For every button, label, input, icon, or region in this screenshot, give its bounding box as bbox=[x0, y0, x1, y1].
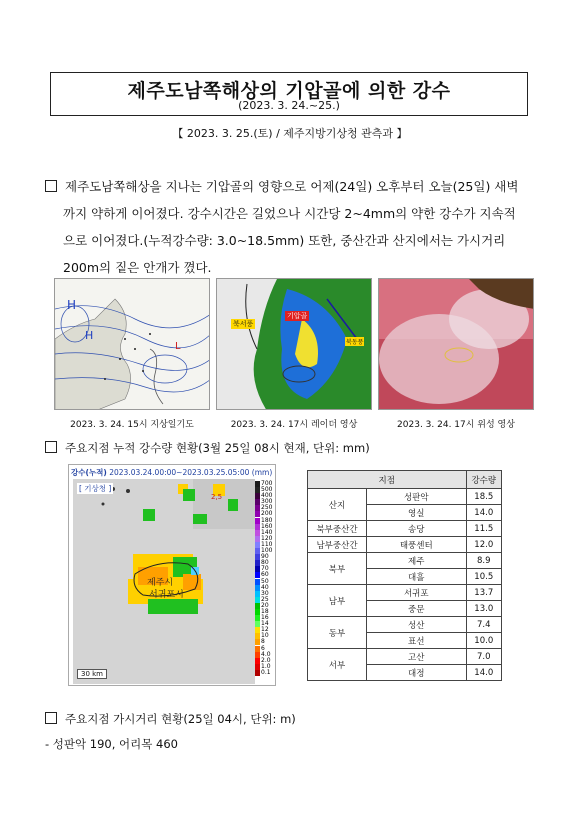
table-row: 중문 13.0 bbox=[308, 601, 502, 617]
legend-label: 20 bbox=[261, 601, 269, 609]
table-header-station: 지점 bbox=[308, 471, 467, 489]
table-row: 산지 성판악 18.5 bbox=[308, 489, 502, 505]
legend-swatch bbox=[255, 536, 260, 542]
legend-label: 160 bbox=[261, 522, 273, 530]
page-title: 제주도남쪽해상의 기압골에 의한 강수 bbox=[127, 80, 451, 102]
rainfall-table bbox=[307, 470, 502, 681]
table-row: 동부 성산 7.4 bbox=[308, 617, 502, 633]
table-row: 영실 14.0 bbox=[308, 505, 502, 521]
radar-label-northwest: 북서풍 bbox=[233, 320, 254, 328]
legend-label: 2.0 bbox=[261, 656, 271, 664]
radar-label-northeast: 북동풍 bbox=[346, 339, 364, 346]
summary-line-4: 200m의 짙은 안개가 꼈다. bbox=[63, 260, 212, 275]
legend-label: 8 bbox=[261, 638, 265, 646]
legend-label: 140 bbox=[261, 528, 273, 536]
checkbox-bullet-icon bbox=[45, 712, 57, 724]
caption-radar: 2023. 3. 24. 17시 레이더 영상 bbox=[230, 420, 358, 430]
legend-label: 40 bbox=[261, 583, 269, 591]
legend-swatch bbox=[255, 646, 260, 652]
legend-entry bbox=[255, 670, 275, 676]
legend-swatch bbox=[255, 609, 260, 615]
legend-label: 80 bbox=[261, 559, 269, 567]
table-row: 북부중산간 송당 11.5 bbox=[308, 521, 502, 537]
table-header-row bbox=[308, 471, 502, 489]
legend-label: 100 bbox=[261, 547, 273, 555]
map-label-jeju-city: 제주시 bbox=[147, 578, 174, 588]
summary-line-3: 으로 이어졌다.(누적강수량: 3.0~18.5mm) 또한, 중산간과 산지에서는 가시거리 bbox=[63, 233, 506, 248]
table-row: 대정 14.0 bbox=[308, 665, 502, 681]
table-row: 남부 서귀포 13.7 bbox=[308, 585, 502, 601]
legend-swatch bbox=[255, 639, 260, 645]
rainfall-map bbox=[68, 464, 276, 686]
caption-satellite: 2023. 3. 24. 17시 위성 영상 bbox=[397, 420, 515, 430]
rain-section-heading: 주요지점 누적 강수량 현황(3월 25일 08시 현재, 단위: mm) bbox=[45, 440, 370, 456]
legend-label: 500 bbox=[261, 486, 273, 494]
table-row: 북부 제주 8.9 bbox=[308, 553, 502, 569]
legend-swatch bbox=[255, 481, 260, 487]
legend-label: 400 bbox=[261, 492, 273, 500]
summary-paragraph bbox=[45, 173, 545, 281]
legend-label: 180 bbox=[261, 516, 273, 524]
legend-label: 18 bbox=[261, 607, 269, 615]
svg-text:2,5: 2,5 bbox=[211, 493, 223, 501]
legend-swatch bbox=[255, 591, 260, 597]
legend-label: 250 bbox=[261, 504, 273, 512]
summary-line-2: 까지 약하게 이어졌다. 강수시간은 길었으나 시간당 2~4mm의 약한 강수가 지속적 bbox=[63, 206, 516, 221]
legend-label: 16 bbox=[261, 614, 269, 622]
table-row: 대흘 10.5 bbox=[308, 569, 502, 585]
legend-label: 12 bbox=[261, 626, 269, 634]
page-subtitle: (2023. 3. 24.~25.) bbox=[238, 99, 340, 112]
legend-swatch bbox=[255, 603, 260, 609]
legend-swatch bbox=[255, 560, 260, 566]
table-header-rainfall: 강수량 bbox=[466, 471, 501, 489]
legend-swatch bbox=[255, 530, 260, 536]
legend-label: 70 bbox=[261, 565, 269, 573]
legend-swatch bbox=[255, 572, 260, 578]
legend-swatch bbox=[255, 511, 260, 517]
surface-weather-chart bbox=[54, 278, 210, 410]
legend-swatch bbox=[255, 658, 260, 664]
radar-label-trough: 기압골 bbox=[287, 312, 308, 320]
kma-tag: [ 기상청 ] bbox=[79, 484, 112, 493]
legend-label: 10 bbox=[261, 632, 269, 640]
legend-label: 30 bbox=[261, 589, 269, 597]
rainfall-legend bbox=[255, 481, 275, 676]
table-row: 표선 10.0 bbox=[308, 633, 502, 649]
legend-swatch bbox=[255, 633, 260, 639]
legend-label: 90 bbox=[261, 553, 269, 561]
legend-swatch bbox=[255, 524, 260, 530]
legend-label: 0.1 bbox=[261, 668, 271, 676]
legend-label: 200 bbox=[261, 510, 273, 518]
legend-swatch bbox=[255, 487, 260, 493]
scale-bar: 30 km bbox=[77, 669, 107, 679]
svg-text:L: L bbox=[175, 341, 181, 352]
svg-text:H: H bbox=[67, 298, 77, 312]
legend-swatch bbox=[255, 493, 260, 499]
legend-label: 14 bbox=[261, 620, 269, 628]
title-box bbox=[50, 72, 528, 116]
legend-swatch bbox=[255, 615, 260, 621]
legend-label: 1.0 bbox=[261, 662, 271, 670]
table-row: 남부중산간 태풍센터 12.0 bbox=[308, 537, 502, 553]
legend-swatch bbox=[255, 554, 260, 560]
checkbox-bullet-icon bbox=[45, 180, 57, 192]
dateline: 【 2023. 3. 25.(토) / 제주지방기상청 관측과 】 bbox=[172, 127, 408, 140]
legend-label: 700 bbox=[261, 480, 273, 487]
legend-swatch bbox=[255, 542, 260, 548]
legend-swatch bbox=[255, 518, 260, 524]
caption-surface-chart: 2023. 3. 24. 15시 지상일기도 bbox=[70, 420, 194, 430]
legend-label: 4.0 bbox=[261, 650, 271, 658]
legend-swatch bbox=[255, 627, 260, 633]
legend-label: 25 bbox=[261, 595, 269, 603]
legend-label: 110 bbox=[261, 540, 273, 548]
checkbox-bullet-icon bbox=[45, 441, 57, 453]
legend-swatch bbox=[255, 505, 260, 511]
legend-swatch bbox=[255, 664, 260, 670]
radar-image bbox=[216, 278, 372, 410]
visibility-detail: - 성판악 190, 어리목 460 bbox=[45, 737, 178, 751]
legend-label: 6 bbox=[261, 644, 265, 652]
legend-swatch bbox=[255, 499, 260, 505]
table-row: 서부 고산 7.0 bbox=[308, 649, 502, 665]
svg-text:H: H bbox=[85, 329, 94, 342]
legend-swatch bbox=[255, 670, 260, 676]
legend-label: 60 bbox=[261, 571, 269, 579]
legend-label: 50 bbox=[261, 577, 269, 585]
rainfall-map-area bbox=[73, 479, 255, 684]
legend-label: 300 bbox=[261, 498, 273, 506]
rainfall-map-title: 강수(누적) 2023.03.24.00:00~2023.03.25.05:00 (mm) bbox=[71, 468, 273, 477]
visibility-heading: 주요지점 가시거리 현황(25일 04시, 단위: m) bbox=[45, 711, 296, 727]
legend-swatch bbox=[255, 597, 260, 603]
legend-swatch bbox=[255, 548, 260, 554]
legend-swatch bbox=[255, 621, 260, 627]
legend-swatch bbox=[255, 585, 260, 591]
legend-swatch bbox=[255, 566, 260, 572]
satellite-image bbox=[378, 278, 534, 410]
legend-swatch bbox=[255, 579, 260, 585]
map-label-seogwipo-city: 서귀포시 bbox=[149, 590, 184, 600]
summary-line-1: 제주도남쪽해상을 지나는 기압골의 영향으로 어제(24일) 오후부터 오늘(25일) 새벽 bbox=[45, 173, 545, 200]
legend-swatch bbox=[255, 652, 260, 658]
legend-label: 120 bbox=[261, 534, 273, 542]
